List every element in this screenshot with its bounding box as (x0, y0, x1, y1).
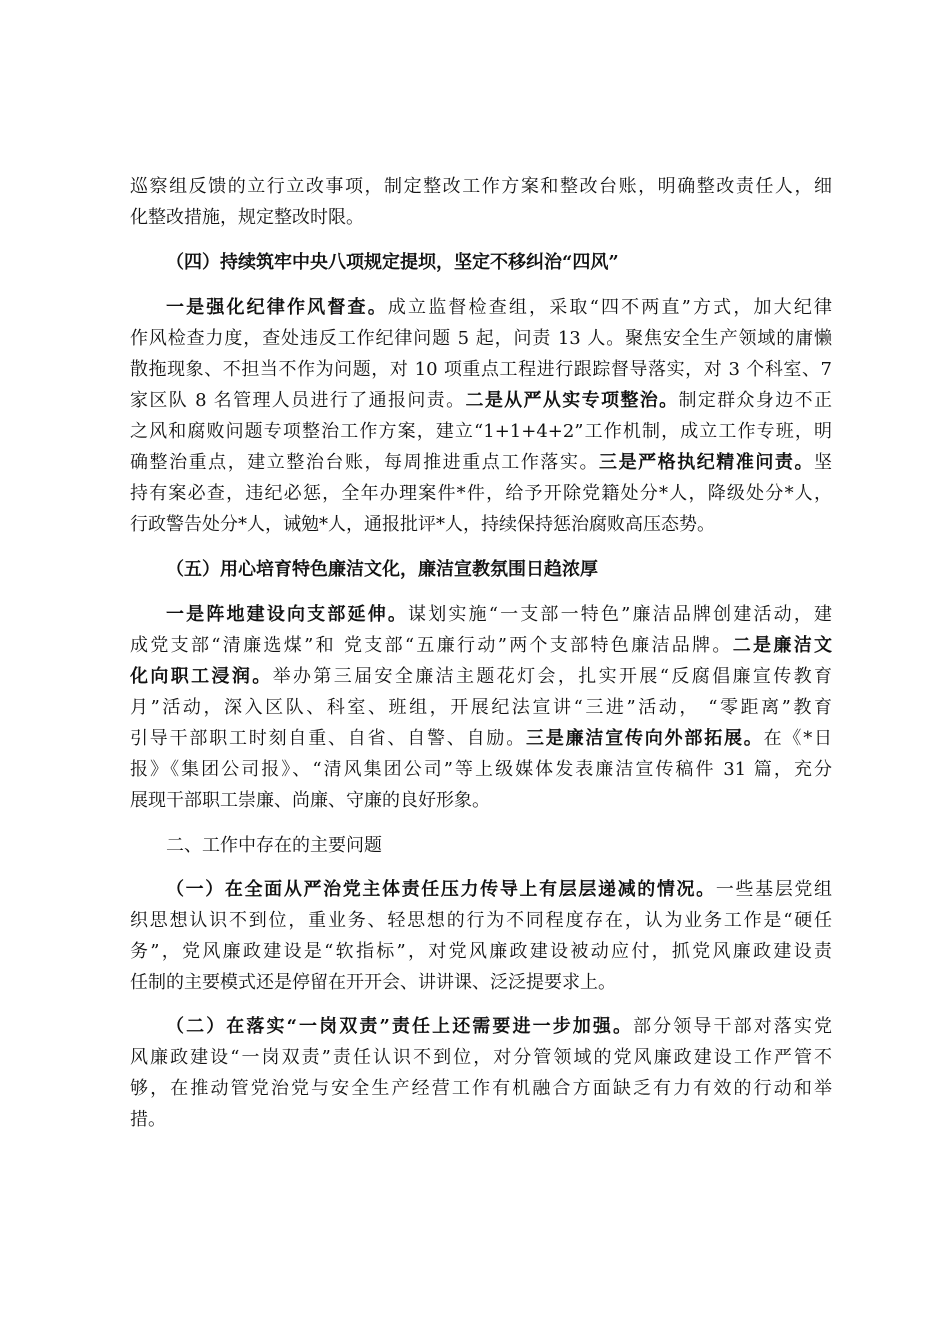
text-run: 举办第三届安全廉洁主题花灯会，扎实开展“反腐倡廉宣传教育 (272, 666, 833, 687)
paragraph-line: 散拖现象、不担当不作为问题，对 10 项重点工程进行跟踪督导落实，对 3 个科室、7 (130, 359, 832, 380)
text-run: 家区队 8 名管理人员进行了通报问责。 (130, 390, 466, 411)
paragraph-line (130, 385, 832, 416)
text-run: 一些基层党组 (715, 879, 833, 900)
paragraph-line: 任制的主要模式还是停留在开开会、讲讲课、泛泛提要求上。 (130, 972, 616, 993)
paragraph-line (130, 599, 832, 630)
paragraph-line: 展现干部职工崇廉、尚廉、守廉的良好形象。 (130, 790, 490, 811)
bold-lead: 化向职工浸润。 (130, 666, 273, 687)
text-run: 部分领导干部对落实党 (633, 1016, 832, 1037)
text-run: 坚 (814, 452, 833, 473)
document-body (130, 171, 832, 1135)
bold-lead: 二是廉洁文 (732, 635, 833, 656)
paragraph-line (130, 292, 832, 323)
paragraph-line (130, 447, 832, 478)
paragraph-line: 化整改措施，规定整改时限。 (130, 207, 364, 228)
paragraph-line: 巡察组反馈的立行立改事项，制定整改工作方案和整改台账，明确整改责任人，细 (130, 176, 832, 197)
text-run: 确整治重点，建立整治台账，每周推进重点工作落实。 (130, 452, 600, 473)
bold-lead: （一）在全面从严治党主体责任压力传导上有层层递减的情况。 (166, 879, 716, 900)
paragraph-line: 行政警告处分*人，诫勉*人，通报批评*人，持续保持惩治腐败高压态势。 (130, 514, 715, 535)
text-run: 成党支部“清廉选煤”和 党支部“五廉行动”两个支部特色廉洁品牌。 (130, 635, 733, 656)
paragraph-line: 织思想认识不到位，重业务、轻思想的行为不同程度存在，认为业务工作是“硬任 (130, 910, 832, 931)
paragraph-line: 风廉政建设“一岗双责”责任认识不到位，对分管领域的党风廉政建设工作严管不 (130, 1047, 832, 1068)
bold-lead: 三是严格执纪精准问责。 (599, 452, 815, 473)
paragraph-line (130, 1011, 832, 1042)
paragraph-line (130, 874, 832, 905)
section-heading: （四）持续筑牢中央八项规定提坝，坚定不移纠治“四风” (166, 252, 619, 273)
text-run: 成立监督检查组，采取“四不两直”方式，加大纪律 (387, 297, 833, 318)
bold-lead: 一是强化纪律作风督查。 (166, 297, 388, 318)
paragraph-line: 月”活动，深入区队、科室、班组，开展纪法宣讲“三进”活动， “零距离”教育 (130, 697, 832, 718)
text-run: 在《*日 (763, 728, 833, 749)
paragraph-line: 报》《集团公司报》、“清风集团公司”等上级媒体发表廉洁宣传稿件 31 篇，充分 (130, 759, 832, 780)
paragraph-line (130, 661, 832, 692)
section-heading: （五）用心培育特色廉洁文化，廉洁宣教氛围日趋浓厚 (166, 559, 598, 580)
bold-lead: 三是廉洁宣传向外部拓展。 (526, 728, 764, 749)
paragraph-line: 作风检查力度，查处违反工作纪律问题 5 起，问责 13 人。聚焦安全生产领域的庸懒 (130, 328, 832, 349)
paragraph-line (130, 723, 832, 754)
bold-lead: 二是从严从实专项整治。 (465, 390, 679, 411)
paragraph-line: 够，在推动管党治党与安全生产经营工作有机融合方面缺乏有力有效的行动和举 (130, 1078, 832, 1099)
text-run: 谋划实施“一支部一特色”廉洁品牌创建活动，建 (408, 604, 833, 625)
section-title: 二、工作中存在的主要问题 (166, 835, 382, 856)
paragraph-line: 持有案必查，违纪必惩，全年办理案件*件，给予开除党籍处分*人，降级处分*人， (130, 483, 832, 504)
text-run: 制定群众身边不正 (678, 390, 832, 411)
text-run: 引导干部职工时刻自重、自省、自警、自励。 (130, 728, 526, 749)
paragraph-line (130, 630, 832, 661)
bold-lead: （二）在落实“一岗双责”责任上还需要进一步加强。 (166, 1016, 634, 1037)
paragraph-line: 务”，党风廉政建设是“软指标”，对党风廉政建设被动应付，抓党风廉政建设责 (130, 941, 832, 962)
bold-lead: 一是阵地建设向支部延伸。 (166, 604, 409, 625)
paragraph-line: 之风和腐败问题专项整治工作方案，建立“1+1+4+2”工作机制，成立工作专班，明 (130, 421, 832, 442)
paragraph-line: 措。 (130, 1109, 166, 1130)
